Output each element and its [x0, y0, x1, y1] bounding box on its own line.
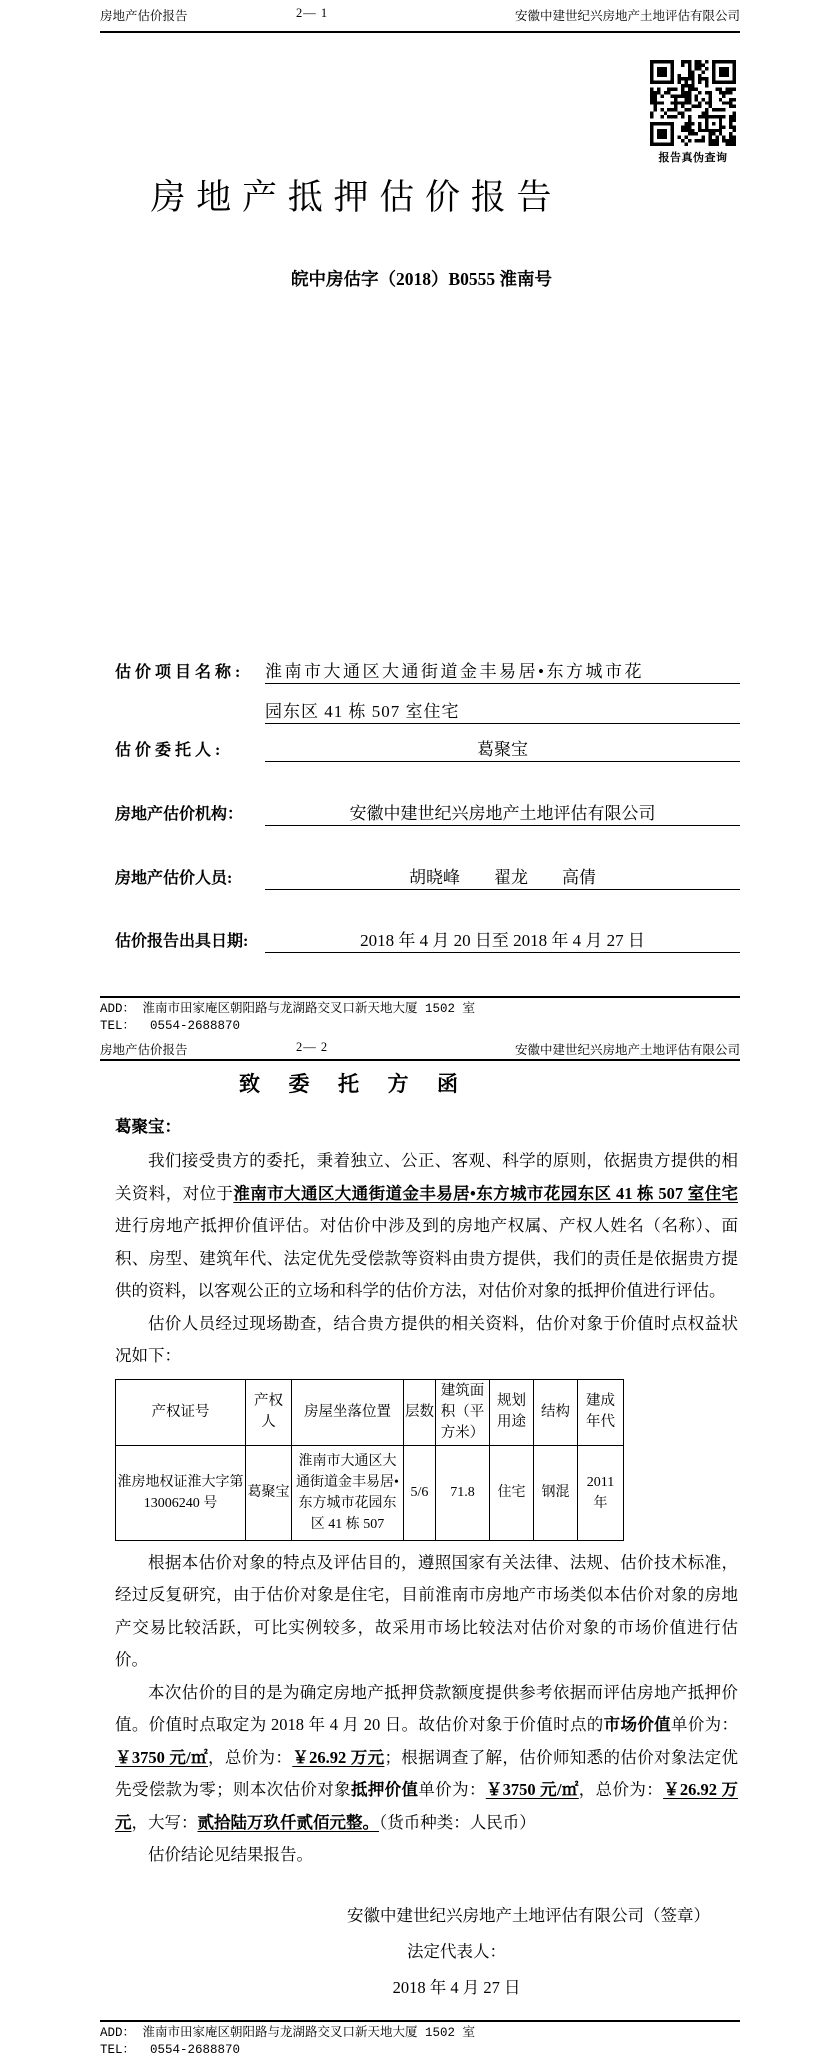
header-rule [100, 31, 740, 33]
header-doc-title: 房地产估价报告 [100, 1043, 188, 1057]
cell-use: 住宅 [490, 1445, 534, 1540]
header-doc-title: 房地产估价报告 [100, 9, 188, 23]
paragraph-1: 我们接受贵方的委托，秉着独立、公正、客观、科学的原则，依据贵方提供的相关资料，对位于淮南市大通区大通街道金丰易居•东方城市花园东区 41 栋 507 室住宅进行房地产抵押价值评估。对估价中涉及到的房地产权属、产权人姓名（名称）、面积、房型、建筑年代、法定优先受偿款等资料由贵方提供，我们的责任是依据贵方提供的资料，以客观公正的立场和科学的估价方法，对估价对象的抵押价值进行评估。 [115, 1151, 739, 1300]
field-report-date-value: 2018 年 4 月 20 日至 2018 年 4 月 27 日 [265, 926, 740, 953]
field-project-label: 估 价 项 目 名 称 : [115, 664, 241, 681]
paragraph-4: 本次估价的目的是为确定房地产抵押贷款额度提供参考依据而评估房地产抵押价值。价值时点取定为 2018 年 4 月 20 日。故估价对象于价值时点的市场价值单价为：￥3750 元/㎡，总价为：￥26.92 万元；根据调查了解，估价师知悉的估价对象法定优先受偿款为零；则本次估价对象抵押价值单价为：￥3750 元/㎡，总价为：￥26.92 万元，大写：贰拾陆万玖仟贰佰元整。（货币种类：人民币） [115, 1682, 739, 1832]
field-staff-label: 房地产估价人员: [115, 870, 233, 887]
col-cert-no: 产权证号 [116, 1379, 246, 1445]
col-use: 规划用途 [490, 1379, 534, 1445]
col-area: 建筑面积（平方米） [436, 1379, 490, 1445]
footer-tel: TEL： 0554-2688870 [100, 1019, 241, 1033]
field-report-date-label: 估价报告出具日期: [115, 933, 249, 950]
col-location: 房屋坐落位置 [292, 1379, 404, 1445]
cover-fields [115, 643, 740, 953]
page-2 [0, 1035, 823, 2072]
footer-address: ADD： 淮南市田家庵区朝阳路与龙湖路交叉口新天地大厦 1502 室 [100, 2026, 476, 2040]
field-report-date [115, 890, 740, 953]
col-year: 建成年代 [578, 1379, 624, 1445]
signature-date: 2018 年 4 月 27 日 [392, 1977, 521, 1997]
table-header-row [116, 1379, 624, 1445]
rights-status-table [115, 1379, 624, 1541]
table-row [116, 1445, 624, 1540]
report-title: 房 地 产 抵 押 估 价 报 告 [150, 178, 553, 217]
col-structure: 结构 [534, 1379, 578, 1445]
header-rule [100, 1059, 740, 1061]
field-agency-value: 安徽中建世纪兴房地产土地评估有限公司 [265, 799, 740, 826]
header-company-name: 安徽中建世纪兴房地产土地评估有限公司 [514, 1043, 740, 1057]
footer-rule [100, 996, 740, 998]
cell-year: 2011 年 [578, 1445, 624, 1540]
field-client-value: 葛聚宝 [265, 735, 740, 762]
cell-floor: 5/6 [404, 1445, 436, 1540]
page1-footer [100, 996, 740, 1035]
paragraph-3: 根据本估价对象的特点及评估目的，遵照国家有关法律、法规、估价技术标准，经过反复研究，由于估价对象是住宅，目前淮南市房地产市场类似本估价对象的房地产交易比较活跃，可比实例较多，故采用市场比较法对估价对象的市场价值进行估价。 [115, 1552, 738, 1670]
page-number: 2— 2 [296, 1040, 329, 1054]
qr-code [649, 60, 737, 146]
field-agency [115, 762, 740, 826]
footer-tel: TEL： 0554-2688870 [100, 2043, 241, 2057]
cell-area: 71.8 [436, 1445, 490, 1540]
field-client-label: 估 价 委 托 人 : [115, 742, 221, 759]
report-number: 皖中房估字（2018）B0555 淮南号 [290, 269, 553, 289]
qr-block [644, 60, 742, 165]
page2-footer [100, 2020, 740, 2059]
page1-running-header [100, 6, 740, 28]
signature-company: 安徽中建世纪兴房地产土地评估有限公司（签章） [347, 1905, 710, 1925]
signature-legal-rep: 法定代表人： [407, 1941, 506, 1961]
cell-cert-no: 淮房地权证淮大字第 13006240 号 [116, 1445, 246, 1540]
greeting: 葛聚宝： [115, 1117, 181, 1136]
field-staff-value: 胡晓峰 翟龙 高倩 [265, 863, 740, 890]
letter-body [115, 1145, 738, 2006]
field-project-name [115, 643, 740, 684]
letter-title: 致 委 托 方 函 [239, 1072, 464, 1096]
paragraph-2: 估价人员经过现场勘查，结合贵方提供的相关资料，估价对象于价值时点权益状况如下： [115, 1313, 738, 1365]
signature-block [115, 1898, 738, 2006]
cell-location: 淮南市大通区大通街道金丰易居•东方城市花园东区 41 栋 507 [292, 1445, 404, 1540]
cell-structure: 钢混 [534, 1445, 578, 1540]
field-project-value-line2: 园东区 41 栋 507 室住宅 [265, 697, 740, 724]
footer-address: ADD： 淮南市田家庵区朝阳路与龙湖路交叉口新天地大厦 1502 室 [100, 1002, 476, 1016]
field-project-value-line1: 淮南市大通区大通街道金丰易居•东方城市花 [265, 657, 740, 684]
footer-rule [100, 2020, 740, 2022]
cell-owner: 葛聚宝 [246, 1445, 292, 1540]
paragraph-5: 估价结论见结果报告。 [148, 1845, 313, 1865]
field-project-name-line2 [265, 684, 740, 724]
qr-caption: 报告真伪查询 [658, 152, 728, 164]
field-client [115, 724, 740, 762]
page-number: 2— 1 [296, 6, 329, 20]
field-staff [115, 826, 740, 890]
col-owner: 产权人 [246, 1379, 292, 1445]
page-1 [0, 0, 823, 1035]
header-company-name: 安徽中建世纪兴房地产土地评估有限公司 [514, 9, 740, 23]
col-floor: 层数 [404, 1379, 436, 1445]
field-agency-label: 房地产估价机构： [115, 806, 244, 823]
